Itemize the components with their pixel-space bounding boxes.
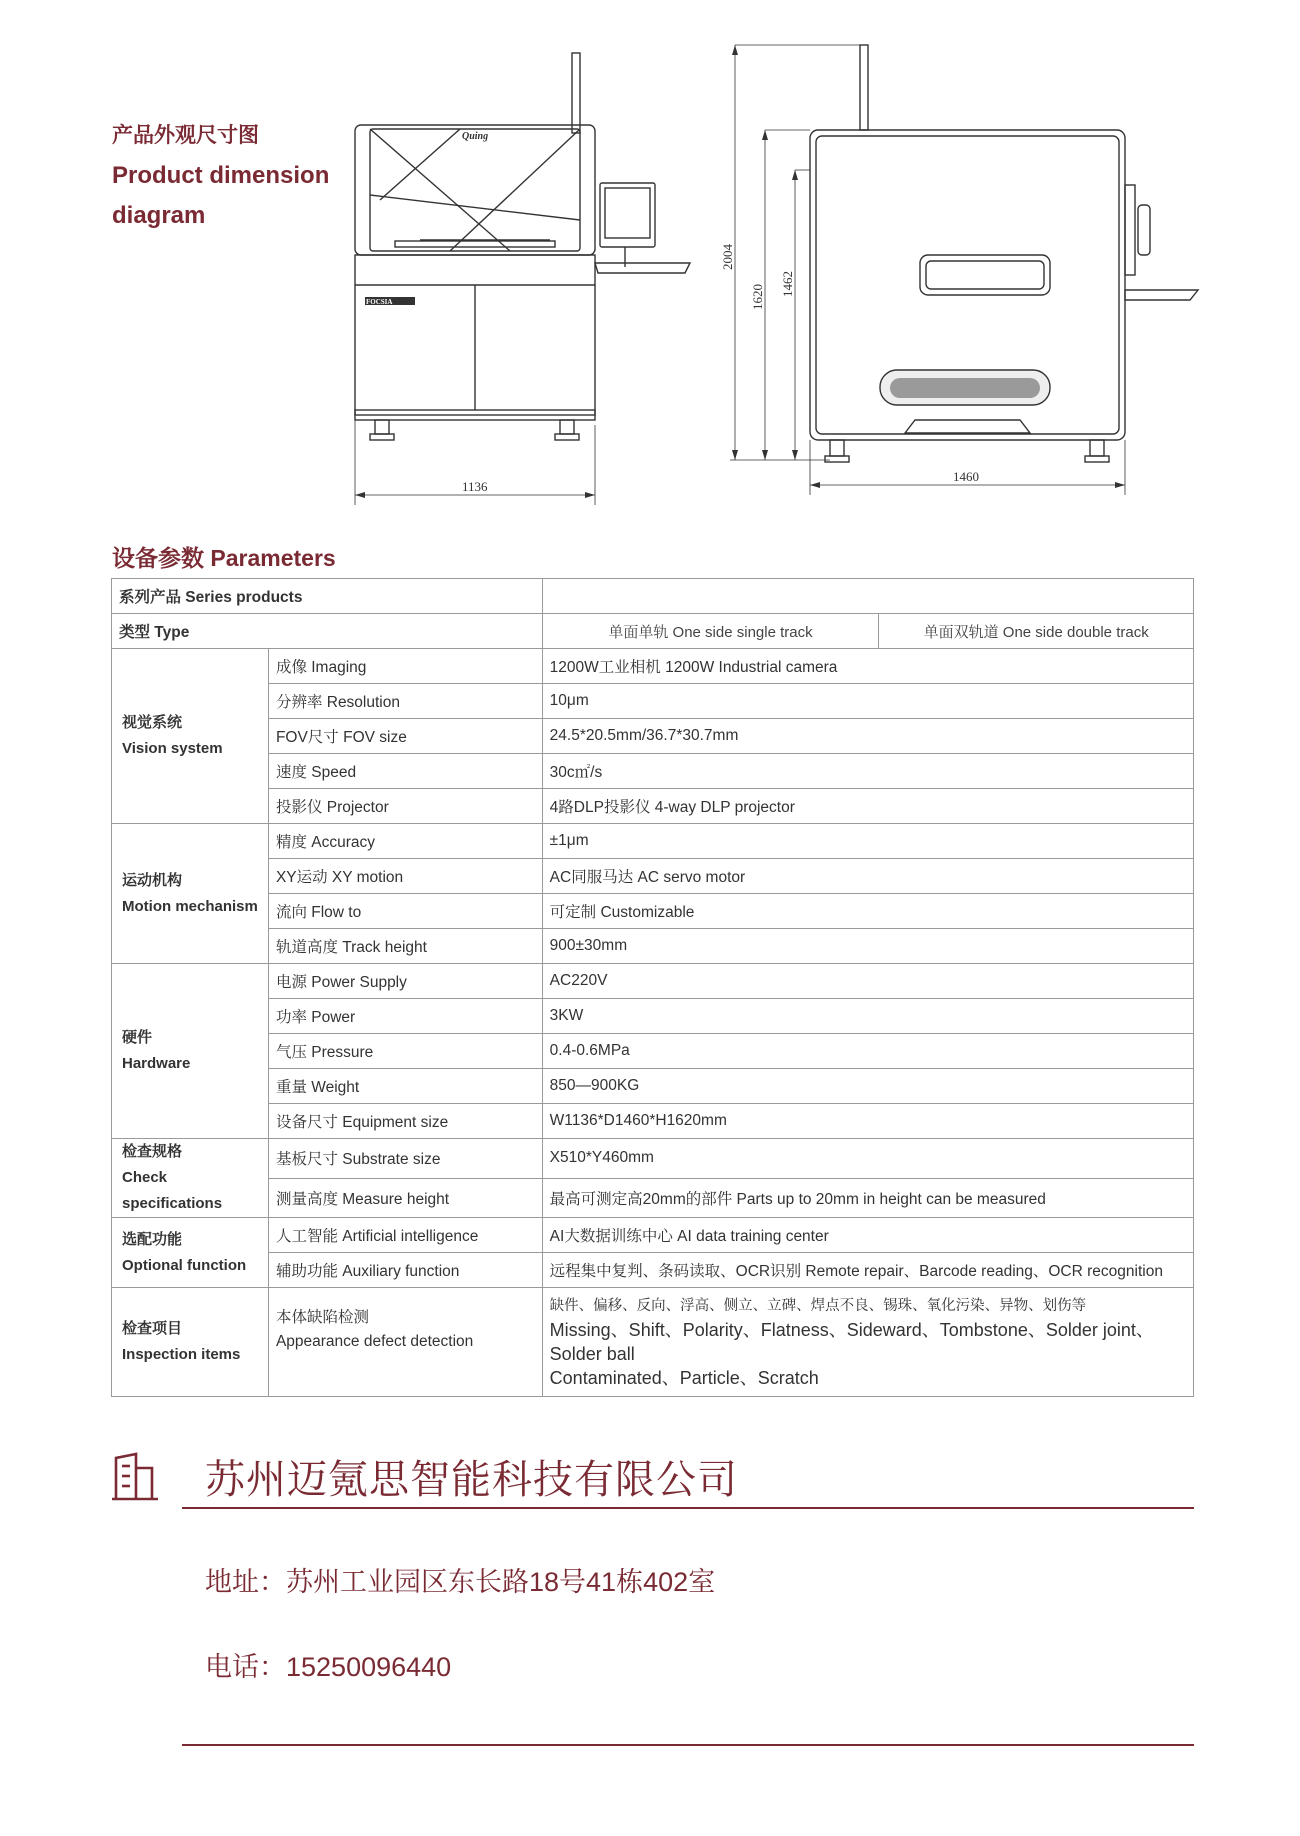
- side-vent: [880, 370, 1050, 405]
- group-check-spec: [112, 1139, 269, 1218]
- param-value: AI大数据训练中心 AI data training center: [542, 1218, 1193, 1253]
- group-name-en: Hardware: [122, 1055, 191, 1072]
- table-row: [112, 684, 1194, 719]
- param-label: 速度 Speed: [268, 754, 542, 789]
- param-label: 重量 Weight: [268, 1069, 542, 1104]
- param-label: 设备尺寸 Equipment size: [268, 1104, 542, 1139]
- param-label: 功率 Power: [268, 999, 542, 1034]
- table-row: [112, 614, 1194, 649]
- table-row: [112, 999, 1194, 1034]
- param-label: 投影仪 Projector: [268, 789, 542, 824]
- param-value: X510*Y460mm: [542, 1139, 1193, 1179]
- table-row: [112, 1218, 1194, 1253]
- type-option-single: 单面单轨 One side single track: [542, 614, 879, 649]
- group-vision: [112, 649, 269, 824]
- table-row: [112, 649, 1194, 684]
- company-divider-bottom: [182, 1744, 1194, 1746]
- table-row: [112, 1104, 1194, 1139]
- building-icon: [112, 1452, 158, 1502]
- group-name-cn: 运动机构: [122, 871, 183, 889]
- param-label: 成像 Imaging: [268, 649, 542, 684]
- dimension-heading: [112, 116, 329, 236]
- side-depth-label: 1460: [953, 469, 979, 484]
- type-option-double: 单面双轨道 One side double track: [879, 614, 1194, 649]
- group-name-en: Inspection items: [122, 1346, 241, 1363]
- param-value: 900±30mm: [542, 929, 1193, 964]
- front-brand-top: Quing: [462, 131, 489, 142]
- company-phone: 电话：15250096440: [205, 1652, 452, 1682]
- group-name-cn: 视觉系统: [122, 714, 183, 731]
- param-label: 流向 Flow to: [268, 894, 542, 929]
- param-label: [268, 1288, 542, 1397]
- table-row: [112, 719, 1194, 754]
- company-name: 苏州迈氪思智能科技有限公司: [205, 1458, 738, 1502]
- param-label: 电源 Power Supply: [268, 964, 542, 999]
- param-value: 0.4-0.6MPa: [542, 1034, 1193, 1069]
- front-width-label: 1136: [462, 479, 488, 494]
- side-view-drawing: [720, 35, 1220, 505]
- param-value: ±1μm: [542, 824, 1193, 859]
- param-label: 精度 Accuracy: [268, 824, 542, 859]
- table-row: [112, 929, 1194, 964]
- param-value: 850—900KG: [542, 1069, 1193, 1104]
- group-motion: [112, 824, 269, 964]
- param-label: 气压 Pressure: [268, 1034, 542, 1069]
- param-value: 24.5*20.5mm/36.7*30.7mm: [542, 719, 1193, 754]
- param-value: 10μm: [542, 684, 1193, 719]
- inspection-value-en-1: Missing、Shift、Polarity、Flatness、Sideward、Tombstone、Solder joint、Solder ball: [549, 1320, 1154, 1364]
- table-row: [112, 824, 1194, 859]
- param-label: 辅助功能 Auxiliary function: [268, 1253, 542, 1288]
- param-value: 1200W工业相机 1200W Industrial camera: [542, 649, 1193, 684]
- dimension-title-cn: 产品外观尺寸图: [112, 124, 259, 147]
- group-name-en: Vision system: [122, 740, 223, 757]
- group-name-en: Check specifications: [122, 1169, 223, 1212]
- param-value: 4路DLP投影仪 4-way DLP projector: [542, 789, 1193, 824]
- param-label: XY运动 XY motion: [268, 859, 542, 894]
- front-view-drawing: [340, 45, 720, 505]
- group-inspection: [112, 1288, 269, 1397]
- param-label: 基板尺寸 Substrate size: [268, 1139, 542, 1179]
- param-value: [542, 1288, 1193, 1397]
- company-address: 地址：苏州工业园区东长路18号41栋402室: [205, 1567, 716, 1597]
- param-label: 人工智能 Artificial intelligence: [268, 1218, 542, 1253]
- company-divider-top: [182, 1507, 1194, 1509]
- group-name-en: Motion mechanism: [122, 897, 258, 915]
- table-row: [112, 1069, 1194, 1104]
- param-value: W1136*D1460*H1620mm: [542, 1104, 1193, 1139]
- table-row: [112, 1178, 1194, 1218]
- side-height-total-label: 2004: [720, 244, 735, 270]
- param-value: 3KW: [542, 999, 1193, 1034]
- table-row: [112, 754, 1194, 789]
- table-row: [112, 894, 1194, 929]
- param-label: 分辨率 Resolution: [268, 684, 542, 719]
- param-label: 测量高度 Measure height: [268, 1178, 542, 1218]
- table-row: [112, 789, 1194, 824]
- group-optional: [112, 1218, 269, 1288]
- params-heading: 设备参数 Parameters: [112, 545, 336, 571]
- table-row: [112, 1034, 1194, 1069]
- series-value: [542, 579, 1193, 614]
- param-value: 最高可测定高20mm的部件 Parts up to 20mm in height can be measured: [542, 1178, 1193, 1218]
- params-table: [111, 578, 1194, 1397]
- inspection-value-en-2: Contaminated、Particle、Scratch: [549, 1368, 819, 1388]
- dimension-title-en-line1: Product dimension: [112, 162, 330, 189]
- side-height-track-label: 1462: [780, 271, 795, 297]
- group-name-cn: 硬件: [122, 1029, 153, 1046]
- type-label: 类型 Type: [112, 614, 543, 649]
- table-row: [112, 1288, 1194, 1397]
- side-signal-tower: [860, 45, 868, 130]
- group-name-cn: 检查规格: [122, 1143, 183, 1160]
- front-signal-tower: [572, 53, 580, 133]
- param-value: AC同服马达 AC servo motor: [542, 859, 1193, 894]
- inspection-label-en: Appearance defect detection: [275, 1333, 474, 1350]
- dimension-title-en-line2: diagram: [112, 202, 206, 229]
- inspection-label-cn: 本体缺陷检测: [275, 1309, 369, 1326]
- param-value: 30c㎡/s: [542, 754, 1193, 789]
- side-height-body-label: 1620: [750, 284, 765, 310]
- series-label: 系列产品 Series products: [112, 579, 543, 614]
- inspection-value-cn: 缺件、偏移、反向、浮高、侧立、立碑、焊点不良、锡珠、氧化污染、异物、划伤等: [549, 1298, 1087, 1314]
- group-name-en: Optional function: [122, 1256, 247, 1274]
- front-brand-panel: FOCSIA: [366, 298, 393, 306]
- group-hardware: [112, 964, 269, 1139]
- param-label: FOV尺寸 FOV size: [268, 719, 542, 754]
- group-name-cn: 检查项目: [122, 1320, 183, 1337]
- param-value: 可定制 Customizable: [542, 894, 1193, 929]
- table-row: [112, 1253, 1194, 1288]
- group-name-cn: 选配功能: [122, 1230, 183, 1248]
- table-row: [112, 1139, 1194, 1179]
- param-value: AC220V: [542, 964, 1193, 999]
- table-row: [112, 964, 1194, 999]
- param-label: 轨道高度 Track height: [268, 929, 542, 964]
- table-row: [112, 859, 1194, 894]
- table-row: [112, 579, 1194, 614]
- param-value: 远程集中复判、条码读取、OCR识别 Remote repair、Barcode reading、OCR recognition: [542, 1253, 1193, 1288]
